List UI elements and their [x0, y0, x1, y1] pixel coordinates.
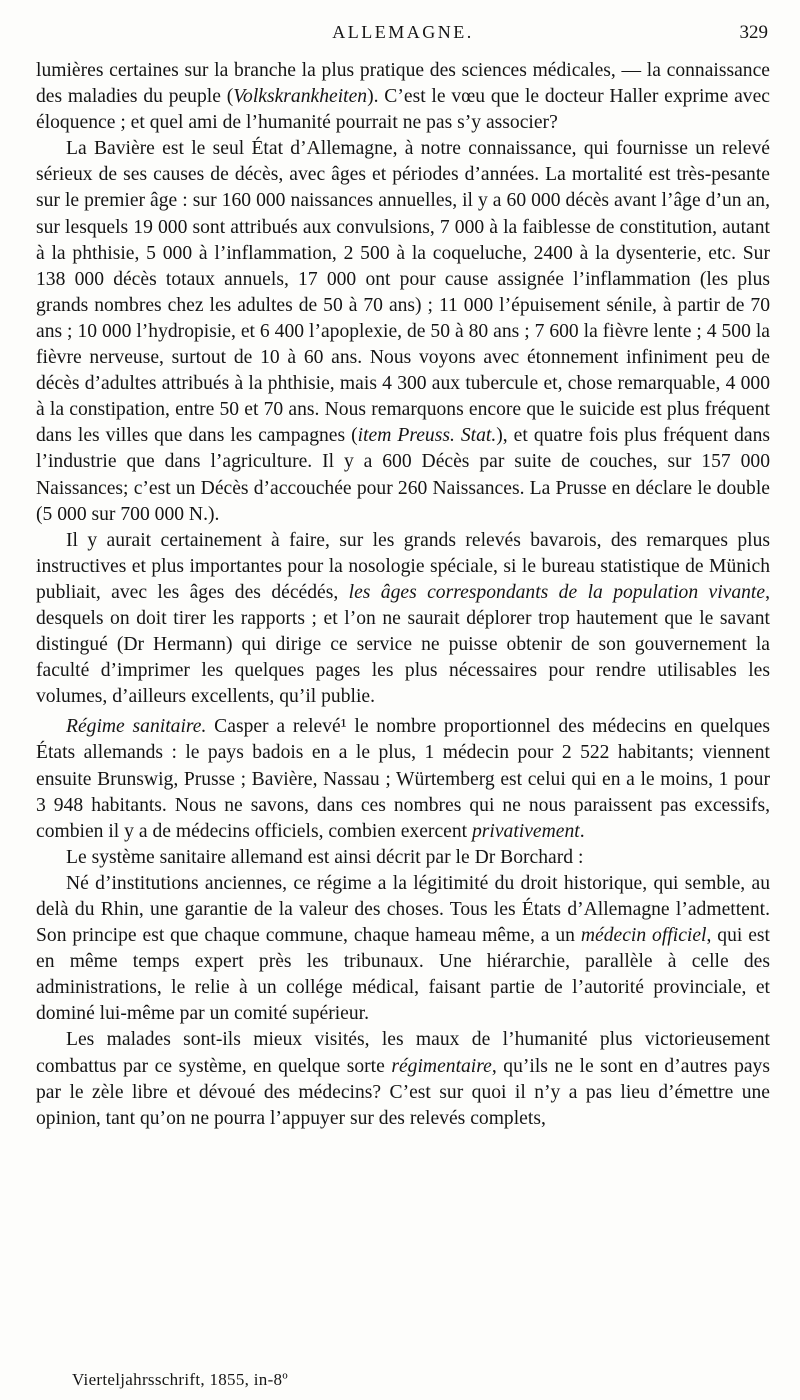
text-run: Né d’institutions anciennes, ce régime a la légitimité du droit historique, qui semble, au delà du Rhin, une garantie de la valeur des choses. Tous les États d’Allemagne l’admettent. Son principe est que chaque commune, chaque hameau même, a un: [36, 872, 770, 947]
paragraph: [36, 871, 770, 1028]
italic-text: régimentaire: [391, 1055, 492, 1077]
italic-text: médecin officiel: [580, 925, 707, 947]
footnote: Vierteljahrsschrift, 1855, in-8º: [72, 1370, 288, 1389]
italic-text: privativement: [471, 820, 580, 842]
italic-text: Régime sanitaire.: [66, 716, 207, 738]
body-text: [36, 58, 770, 1132]
paragraph: [36, 845, 770, 871]
text-run: Les malades sont-ils mieux visités, les maux de l’humanité plus victorieusement combattus par ce système, en quelque sorte: [36, 1029, 770, 1077]
text-run: .: [579, 820, 585, 842]
running-head: [36, 22, 770, 52]
italic-text: les âges correspondants de la population vivante: [348, 581, 766, 603]
page-number: 329: [739, 22, 768, 43]
text-run: , qui est en même temps expert près les tribunaux. Une hiérarchie, parallèle à celle des administrations, le relie à un collége médical, faisant partie de l’autorité provinciale, et dominé lui-même par un comité supérieur.: [36, 925, 771, 1025]
paragraph: [36, 528, 770, 711]
text-run: , qu’ils ne le sont en d’autres pays par le zèle libre et dévoué des médecins? C’est sur quoi il n’y a pas lieu d’émettre une opinion, tant qu’on ne pourra l’appuyer sur des relevés complets,: [36, 1055, 770, 1129]
running-title: ALLEMAGNE.: [332, 22, 474, 42]
paragraph: [36, 714, 770, 844]
paragraph: [36, 58, 770, 136]
paragraph: [36, 136, 770, 527]
text-run: Il y aurait certainement à faire, sur les grands relevés bavarois, des remarques plus instructives et plus importantes pour la nosologie spéciale, si le bureau statistique de Münich publiait, avec les âges des décédés,: [36, 529, 770, 603]
text-run: La Bavière est le seul État d’Allemagne, à notre connaissance, qui fournisse un relevé sérieux de ses causes de décès, avec âges et périodes d’années. La mortalité est très-pesante sur le premier âge : sur 160 000 naissances annuelles, il y a 60 000 décès avant l’âge d’un an, sur lesquels 19 000 sont attribués aux convulsions, 7 000 à la faiblesse de constitution, autant à la phthisie, 5 000 à l’inflammation, 2 500 à la coqueluche, 2400 à la dysenterie, etc. Sur 138 000 décès totaux annuels, 17 000 ont pour cause assignée l’inflammation (les plus grands nombres chez les adultes de 50 à 70 ans) ; 11 000 l’épuisement sénile, à partir de 70 ans ; 10 000 l’hydropisie, et 6 400 l’apoplexie, de 50 à 80 ans ; 7 600 la fièvre lente ; 4 500 la fièvre nerveuse, surtout de 10 à 60 ans. Nous voyons avec étonnement infiniment peu de décès d’adultes attribués à la phthisie, mais 4 300 aux tubercule et, chose remarquable, 4 000 à la constipation, entre 50 et 70 ans. Nous remarquons encore que le suicide est plus fréquent dans les villes que dans les campagnes (: [36, 138, 770, 447]
text-run: ), et quatre fois plus fréquent dans l’industrie que dans l’agriculture. Il y a 600 Décès par suite de couches, sur 157 000 Naissances; c’est un Décès d’accouchée pour 260 Naissances. La Prusse en déclare le double (5 000 sur 700 000 N.).: [36, 425, 771, 525]
text-run: Casper a relevé¹ le nombre proportionnel des médecins en quelques États allemands : le pays badois en a le plus, 1 médecin pour 2 522 habitants; viennent ensuite Brunswig, Prusse ; Bavière, Nassau ; Würtemberg est celui qui en a le moins, 1 pour 3 948 habitants. Nous ne savons, dans ces nombres qui ne nous paraissent pas excessifs, combien il y a de médecins officiels, combien exercent: [36, 716, 770, 842]
paragraph: [36, 1027, 770, 1131]
text-run: lumières certaines sur la branche la plus pratique des sciences médicales, — la connaissance des maladies du peuple (: [36, 60, 770, 108]
text-run: , desquels on doit tirer les rapports ; et l’on ne saurait déplorer trop hautement que le savant distingué (Dr Hermann) qui dirige ce service ne puisse obtenir de son gouvernement la faculté d’imprimer les quelques pages les plus nécessaires pour rendre utilisables les volumes, d’ailleurs excellents, qu’il publie.: [36, 581, 770, 708]
italic-text: item Preuss. Stat.: [357, 425, 497, 447]
text-run: Le système sanitaire allemand est ainsi décrit par le Dr Borchard :: [66, 846, 584, 868]
text-run: ). C’est le vœu que le docteur Haller exprime avec éloquence ; et quel ami de l’humanité pourrait ne pas s’y associer?: [36, 86, 770, 134]
italic-text: Volkskrankheiten: [233, 86, 368, 108]
